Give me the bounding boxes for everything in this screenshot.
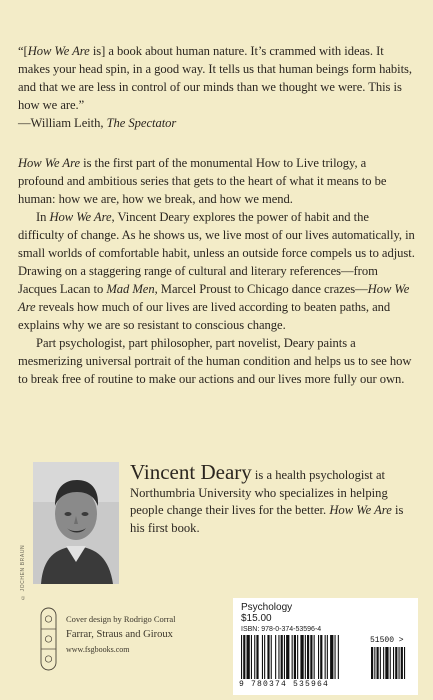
book-title: How We Are xyxy=(49,210,112,224)
barcode-sticker xyxy=(233,598,418,695)
review-quote xyxy=(18,42,413,132)
attribution-name: —William Leith, xyxy=(18,116,107,130)
paragraph-text: is the first part of the monumental How to Live trilogy, a profound and ambitious series that gets to the heart of what it means to be human: how we are, how we break, and how we mend. xyxy=(18,156,387,206)
barcode-addon-number: 51500 > xyxy=(370,636,404,645)
author-bio xyxy=(130,461,415,537)
book-description xyxy=(18,154,415,388)
photo-credit: © JOCHEN BRAUN xyxy=(20,544,26,600)
fsg-logo-icon xyxy=(40,607,57,671)
paragraph-text: In xyxy=(36,210,50,224)
barcode-category: Psychology xyxy=(241,602,293,613)
bio-text: is a health psychologist at Northumbria University who specializes in helping people change their lives for the better. xyxy=(130,468,388,517)
quote-open: “[ xyxy=(18,44,28,58)
quote-body: is] a book about human nature. It’s crammed with ideas. It makes your head spin, in a good way. It tells us that human beings form habits, and that we are less in control of our minds than we thought we were. This is how we are.” xyxy=(18,44,412,112)
bio-end: is his first book. xyxy=(130,503,404,535)
quote-title: How We Are xyxy=(27,44,90,58)
barcode-digits: 9 780374 535964 xyxy=(239,680,330,689)
book-title: How We Are xyxy=(18,156,81,170)
barcode-price: $15.00 xyxy=(241,613,272,624)
paragraph-text: reveals how much of our lives are lived according to beaten paths, and explains why we are so resistant to conscious change. xyxy=(18,300,391,332)
quote-attribution xyxy=(18,114,413,132)
description-paragraph-2 xyxy=(18,208,415,334)
description-paragraph-1 xyxy=(18,154,415,208)
paragraph-text: , Vincent Deary explores the power of habit and the difficulty of change. As he shows us, we live most of our lives automatically, in small worlds of comfortable habit, unless an outside force compels us to adjust. Drawing on a staggering range of cultural and literary references—from Jacques Lacan to xyxy=(18,210,415,296)
barcode-icon xyxy=(239,635,414,680)
author-name: Vincent Deary xyxy=(130,460,252,484)
cover-credits xyxy=(66,613,226,656)
attribution-source: The Spectator xyxy=(106,116,177,130)
author-portrait-image xyxy=(33,462,119,584)
reference-title: Mad Men xyxy=(106,282,155,296)
publisher-logo xyxy=(40,607,57,671)
publisher-name: Farrar, Straus and Giroux xyxy=(66,629,173,640)
cover-design-credit: Cover design by Rodrigo Corral xyxy=(66,614,176,624)
paragraph-text: , Marcel Proust to Chicago dance crazes— xyxy=(154,282,368,296)
description-paragraph-3: Part psychologist, part philosopher, part novelist, Deary paints a mesmerizing universal portrait of the human condition and helps us to see how to break free of routine to make our actions and our lives more fully our own. xyxy=(18,336,412,386)
bio-book-title: How We Are xyxy=(329,503,392,517)
publisher-url: www.fsgbooks.com xyxy=(66,645,130,654)
book-title: How We Are xyxy=(18,282,410,314)
barcode-isbn: ISBN: 978-0-374-53596-4 xyxy=(241,626,322,633)
author-photo xyxy=(33,462,119,584)
